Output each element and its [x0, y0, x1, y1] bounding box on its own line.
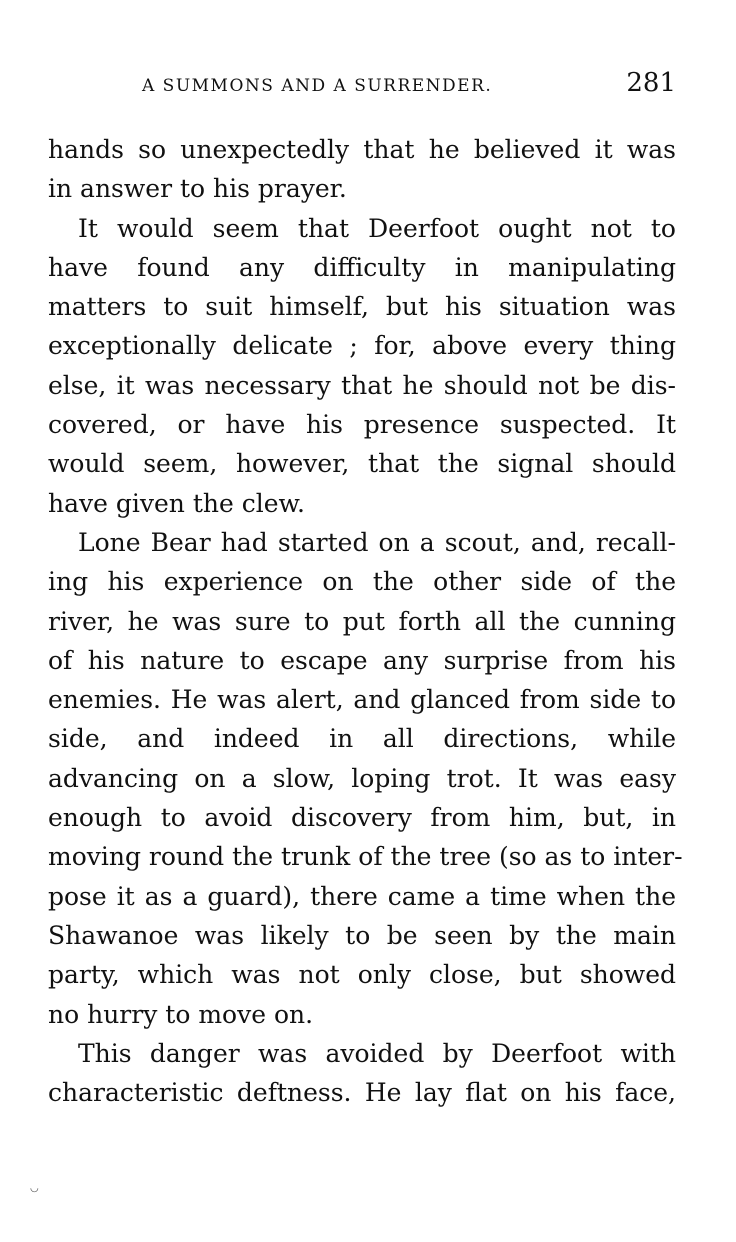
text-line: in answer to his prayer.: [48, 174, 347, 204]
text-line: would seem, however, that the signal should: [48, 449, 676, 479]
text-line: Lone Bear had started on a scout, and, recall-: [78, 527, 676, 557]
text-line: else, it was necessary that he should not be dis-: [48, 370, 676, 400]
running-title: A SUMMONS AND A SURRENDER.: [142, 76, 493, 96]
text-line: ing his experience on the other side of the: [48, 567, 676, 597]
text-line: enough to avoid discovery from him, but, in: [48, 803, 676, 833]
body-text: [48, 130, 683, 1112]
text-line: moving round the trunk of the tree (so as to inter-: [48, 842, 683, 872]
text-line: enemies. He was alert, and glanced from side to: [48, 685, 676, 715]
ink-speck: ◡: [30, 1183, 39, 1194]
text-line: advancing on a slow, loping trot. It was easy: [48, 763, 676, 793]
page-header: [48, 62, 676, 102]
text-line: pose it as a guard), there came a time when the: [48, 881, 676, 911]
text-line: have given the clew.: [48, 488, 305, 518]
text-line: covered, or have his presence suspected. It: [48, 410, 676, 440]
text-line: of his nature to escape any surprise from his: [48, 645, 676, 675]
text-line: no hurry to move on.: [48, 999, 314, 1029]
text-line: It would seem that Deerfoot ought not to: [78, 213, 676, 243]
text-line: hands so unexpectedly that he believed it was: [48, 135, 676, 164]
text-line: This danger was avoided by Deerfoot with: [78, 1038, 676, 1068]
text-line: characteristic deftness. He lay flat on his face,: [48, 1078, 676, 1108]
text-line: have found any difficulty in manipulating: [48, 252, 676, 282]
text-line: river, he was sure to put forth all the cunning: [48, 606, 676, 636]
text-line: exceptionally delicate ; for, above every thing: [48, 331, 676, 361]
text-line: side, and indeed in all directions, while: [48, 724, 676, 754]
text-line: party, which was not only close, but showed: [48, 960, 676, 990]
page-number: 281: [626, 68, 676, 98]
text-line: Shawanoe was likely to be seen by the main: [48, 920, 676, 950]
text-line: matters to suit himself, but his situation was: [48, 292, 676, 322]
